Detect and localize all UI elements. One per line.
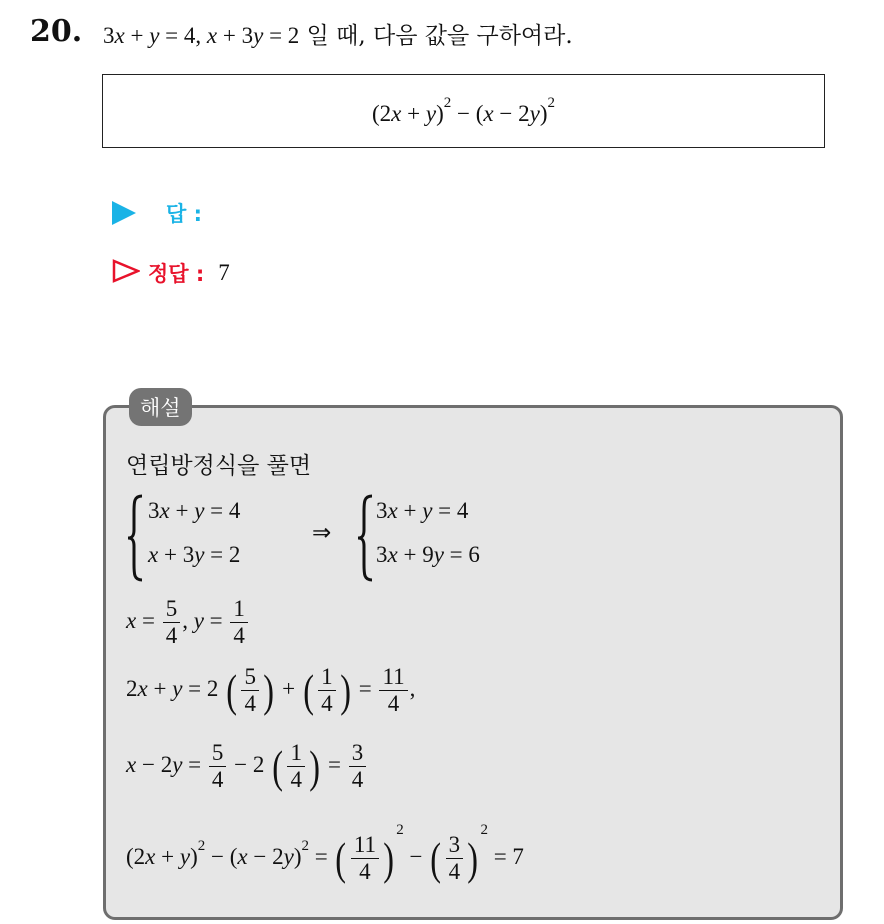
- implies-arrow: ⇒: [312, 520, 332, 545]
- solution-step-x-minus-2y: x − 2y = $\frac{5}{4}$ − 2 ( $\frac{1}{4}$ ) = $\frac{3}{4}$: [126, 740, 368, 794]
- answer-row: [112, 198, 202, 228]
- question-text-korean: 일 때, 다음 값을 구하여라.: [306, 23, 573, 49]
- solution-tab: 해설: [129, 388, 192, 426]
- parenthesis: (: [303, 665, 314, 717]
- question-number: 20.: [30, 14, 83, 49]
- question-text: 3x + y = 4, x + 3y = 2 일 때, 다음 값을 구하여라.: [103, 23, 573, 49]
- answer-arrow-icon: [112, 201, 136, 225]
- system2-eq1: 3x + y = 4: [376, 498, 469, 523]
- parenthesis: (: [335, 833, 347, 885]
- left-brace-icon: [356, 494, 374, 582]
- fraction: $\frac{5}{4}$: [209, 740, 227, 794]
- target-expression: $(2x + y)^2 - (x - 2y)^2$: [372, 95, 555, 126]
- parenthesis: ): [383, 833, 394, 885]
- system1-eq2: x + 3y = 2: [148, 542, 241, 567]
- parenthesis: ): [309, 741, 320, 793]
- fraction: $\frac{1}{4}$: [230, 596, 248, 650]
- solution-final: $(2x + y)^2 - (x - 2y)^2$ = ( $\frac{11}{4}$ )$^2$ − ( $\frac{3}{4}$ )$^2$ = 7: [126, 822, 524, 885]
- parenthesis: ): [467, 833, 479, 885]
- solution-intro: 연립방정식을 풀면: [126, 453, 312, 479]
- fraction: $\frac{11}{4}$: [351, 832, 379, 886]
- fraction: $\frac{3}{4}$: [446, 832, 464, 886]
- parenthesis: (: [430, 833, 442, 885]
- correct-answer-row: [112, 258, 230, 288]
- system2-eq2: 3x + 9y = 6: [376, 542, 480, 567]
- fraction: $\frac{5}{4}$: [241, 664, 259, 718]
- left-brace-icon: [126, 494, 144, 582]
- fraction: $\frac{1}{4}$: [287, 740, 305, 794]
- fraction: $\frac{11}{4}$: [379, 664, 407, 718]
- fraction: $\frac{5}{4}$: [163, 596, 181, 650]
- parenthesis: (: [226, 665, 238, 717]
- correct-answer-label: 정답 :: [148, 262, 205, 286]
- correct-answer-value: 7: [218, 260, 230, 285]
- system1-eq1: 3x + y = 4: [148, 498, 241, 523]
- expression-box: [102, 74, 825, 148]
- solution-values: x = $\frac{5}{4}$ , y = $\frac{1}{4}$: [126, 596, 250, 650]
- parenthesis: (: [272, 741, 284, 793]
- fraction: $\frac{1}{4}$: [318, 664, 336, 718]
- correct-arrow-icon: [112, 259, 140, 288]
- parenthesis: ): [339, 665, 351, 717]
- solution-step-2x-plus-y: 2x + y = 2 ( $\frac{5}{4}$ ) + ( $\frac{1}{4}$ ) = $\frac{11}{4}$ ,: [126, 664, 416, 717]
- answer-label: 답 :: [166, 202, 202, 226]
- parenthesis: ): [263, 665, 275, 717]
- fraction: $\frac{3}{4}$: [349, 740, 367, 794]
